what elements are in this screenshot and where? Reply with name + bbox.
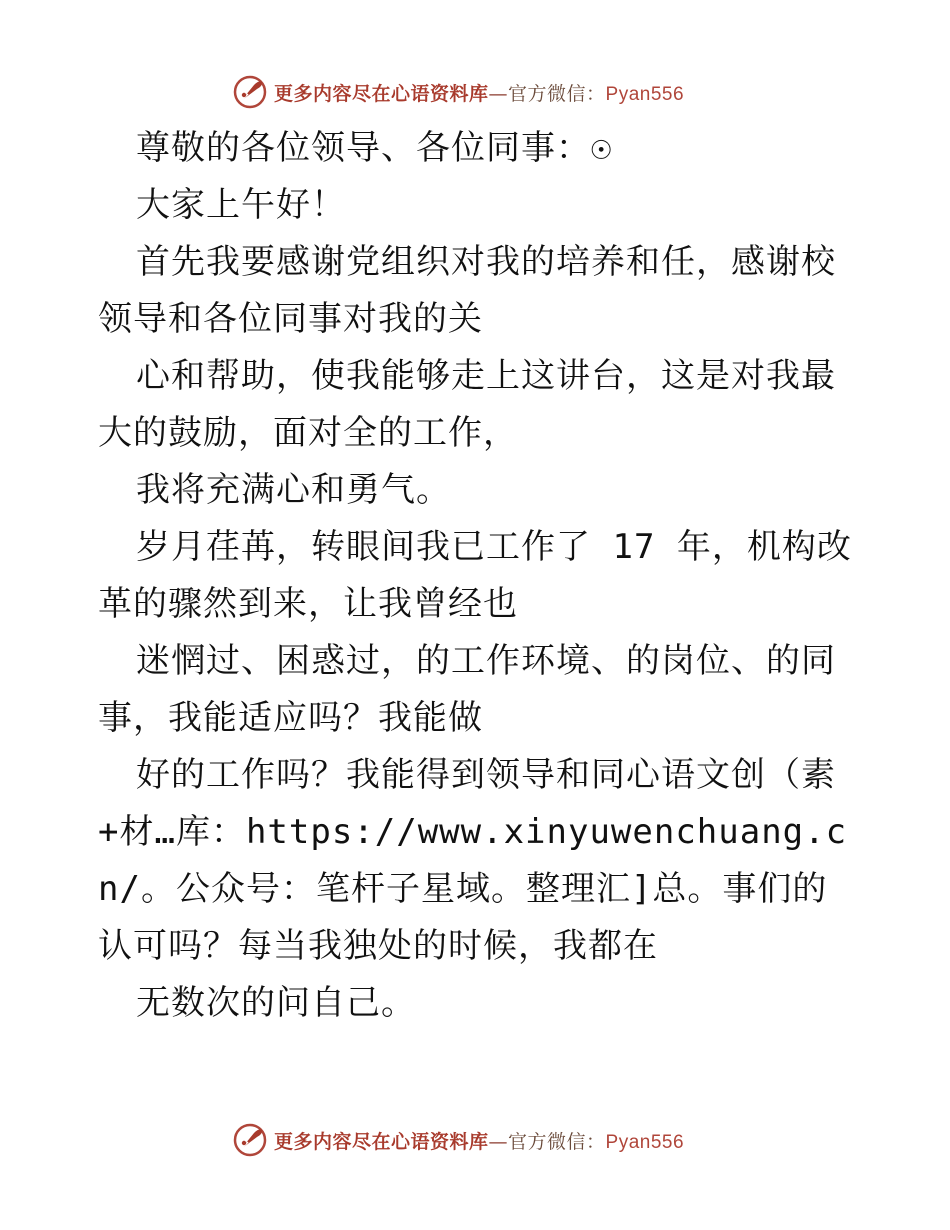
header-banner-slogan: 更多内容尽在心语资料库 [274, 82, 489, 105]
paragraph-hello: 大家上午好！ [136, 185, 346, 225]
header-banner [232, 72, 712, 112]
header-banner-separator: — [488, 82, 509, 105]
header-banner-wechat-label: 官方微信： [508, 82, 606, 105]
footer-banner-wechat-label: 官方微信： [508, 1130, 606, 1153]
header-banner-wechat-id: Pyan556 [605, 83, 685, 105]
quill-pen-icon [232, 1122, 268, 1158]
quill-pen-icon [232, 74, 268, 110]
footer-banner-slogan: 更多内容尽在心语资料库 [274, 1130, 489, 1153]
footer-banner-wechat-id: Pyan556 [605, 1131, 685, 1153]
paragraph-confusion: 迷惘过、困惑过，的工作环境、的岗位、的同事，我能适应吗？我能做 [98, 641, 836, 738]
footer-banner-separator: — [488, 1130, 509, 1153]
footer-banner-text [274, 1127, 684, 1154]
paragraph-encouragement: 心和帮助，使我能够走上这讲台，这是对我最大的鼓励，面对全的工作， [98, 356, 836, 453]
header-banner-text [274, 79, 684, 106]
document-body [98, 120, 858, 1032]
paragraph-years: 岁月荏苒，转眼间我已工作了 17 年，机构改革的骤然到来，让我曾经也 [98, 527, 852, 624]
footer-banner [232, 1120, 712, 1160]
paragraph-self-ask: 无数次的问自己。 [136, 983, 416, 1023]
paragraph-thanks: 首先我要感谢党组织对我的培养和任，感谢校领导和各位同事对我的关 [98, 242, 836, 339]
paragraph-confidence: 我将充满心和勇气。 [136, 470, 451, 510]
paragraph-greeting: 尊敬的各位领导、各位同事：☉ [136, 128, 613, 168]
paragraph-questions: 好的工作吗？我能得到领导和同心语文创（素+材…库：https://www.xinyuwenchuang.cn/。公众号：笔杆子星域。整理汇]总。事们的认可吗？每当我独处的时候，我都在 [98, 755, 848, 966]
